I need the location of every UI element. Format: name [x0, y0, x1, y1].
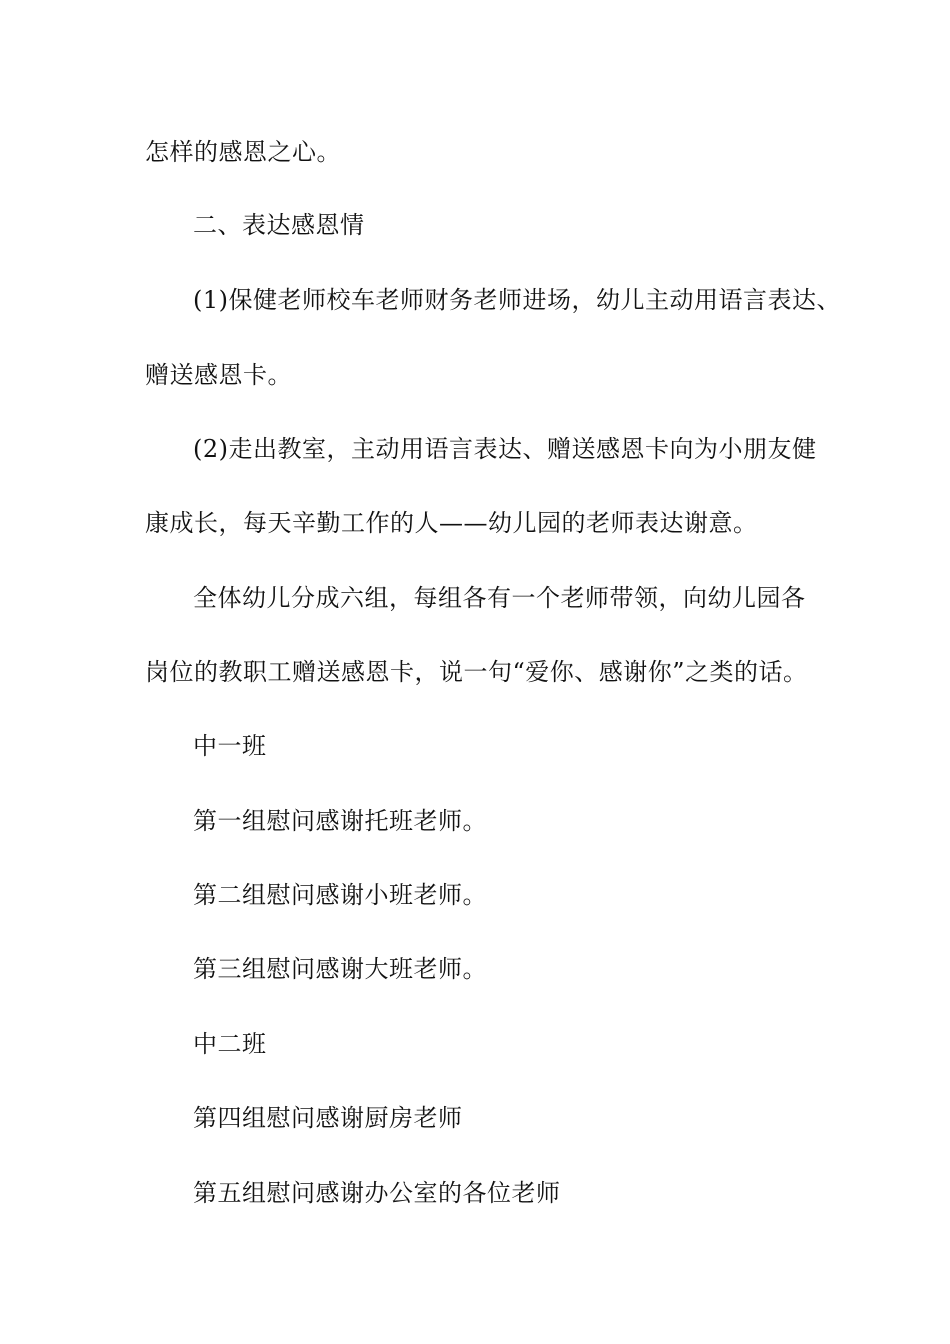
- group-4-line: 第四组慰问感谢厨房老师: [193, 1104, 463, 1132]
- paragraph-continuation: 怎样的感恩之心。: [145, 138, 341, 166]
- paragraph-item-2-line-1: (2)走出教室，主动用语言表达、赠送感恩卡向为小朋友健: [193, 435, 817, 463]
- paragraph-item-2-line-2: 康成长，每天辛勤工作的人——幼儿园的老师表达谢意。: [145, 509, 758, 537]
- paragraph-item-1-line-1: (1)保健老师校车老师财务老师进场，幼儿主动用语言表达、: [193, 286, 841, 314]
- group-3-line: 第三组慰问感谢大班老师。: [193, 955, 487, 983]
- class-label-2: 中二班: [193, 1030, 267, 1058]
- group-2-line: 第二组慰问感谢小班老师。: [193, 881, 487, 909]
- paragraph-item-1-line-2: 赠送感恩卡。: [145, 361, 292, 389]
- section-heading: 二、表达感恩情: [193, 211, 365, 239]
- group-5-line: 第五组慰问感谢办公室的各位老师: [193, 1179, 561, 1207]
- paragraph-groups-line-1: 全体幼儿分成六组，每组各有一个老师带领，向幼儿园各: [193, 584, 806, 612]
- paragraph-groups-line-2: 岗位的教职工赠送感恩卡，说一句“爱你、感谢你”之类的话。: [145, 658, 808, 686]
- group-1-line: 第一组慰问感谢托班老师。: [193, 807, 487, 835]
- class-label-1: 中一班: [193, 732, 267, 760]
